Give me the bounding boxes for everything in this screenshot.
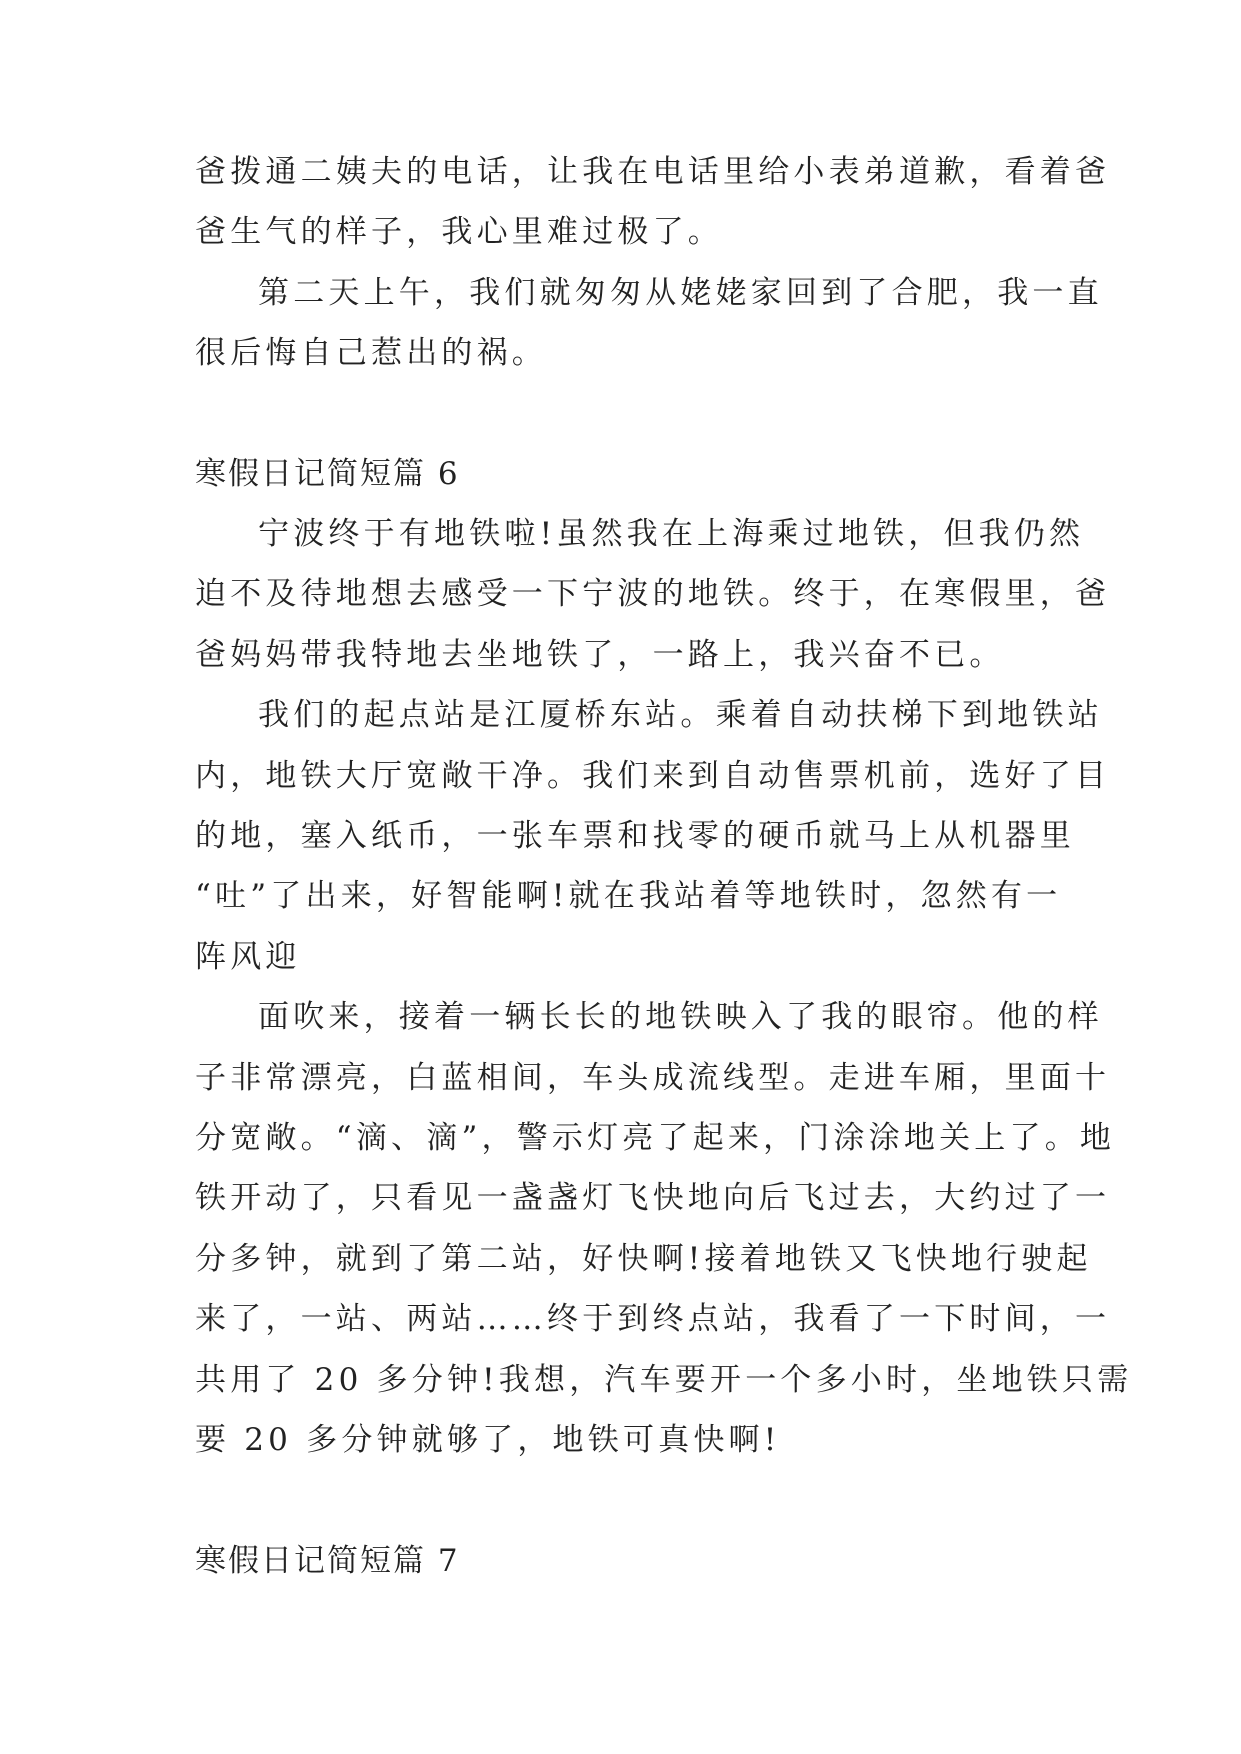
text-line: 迫不及待地想去感受一下宁波的地铁。终于，在寒假里，爸 <box>195 576 1111 612</box>
text-line: 分多钟，就到了第二站，好快啊!接着地铁又飞快地行驶起 <box>195 1241 1092 1277</box>
text-line: 铁开动了，只看见一盏盏灯飞快地向后飞过去，大约过了一 <box>195 1180 1111 1216</box>
text-line: 爸妈妈带我特地去坐地铁了，一路上，我兴奋不已。 <box>195 637 1005 673</box>
text-line: 第二天上午，我们就匆匆从姥姥家回到了合肥，我一直 <box>258 275 1103 311</box>
text-line: 子非常漂亮，白蓝相间，车头成流线型。走进车厢，里面十 <box>195 1060 1111 1096</box>
text-line: 很后悔自己惹出的祸。 <box>195 335 547 371</box>
text-line: 分宽敞。“滴、滴”，警示灯亮了起来，门涂涂地关上了。地 <box>195 1120 1116 1156</box>
text-line: 宁波终于有地铁啦!虽然我在上海乘过地铁，但我仍然 <box>258 516 1085 552</box>
text-line: 来了，一站、两站……终于到终点站，我看了一下时间，一 <box>195 1301 1111 1337</box>
text-line: 爸生气的样子，我心里难过极了。 <box>195 214 723 250</box>
section-heading: 寒假日记简短篇 6 <box>195 456 460 492</box>
text-line: 面吹来，接着一辆长长的地铁映入了我的眼帘。他的样 <box>258 999 1103 1035</box>
text-line: 要 20 多分钟就够了，地铁可真快啊! <box>195 1422 781 1458</box>
section-heading: 寒假日记简短篇 7 <box>195 1543 460 1579</box>
text-line: 阵风迎 <box>195 939 301 975</box>
text-line: 我们的起点站是江厦桥东站。乘着自动扶梯下到地铁站 <box>258 697 1103 733</box>
text-line: 内，地铁大厅宽敞干净。我们来到自动售票机前，选好了目 <box>195 758 1111 794</box>
text-line: 的地，塞入纸币，一张车票和找零的硬币就马上从机器里 <box>195 818 1075 854</box>
text-line: 爸拨通二姨夫的电话，让我在电话里给小表弟道歉，看着爸 <box>195 154 1111 190</box>
text-line: 共用了 20 多分钟!我想，汽车要开一个多小时，坐地铁只需 <box>195 1362 1133 1398</box>
text-line: “吐”了出来，好智能啊!就在我站着等地铁时，忽然有一 <box>195 878 1062 914</box>
